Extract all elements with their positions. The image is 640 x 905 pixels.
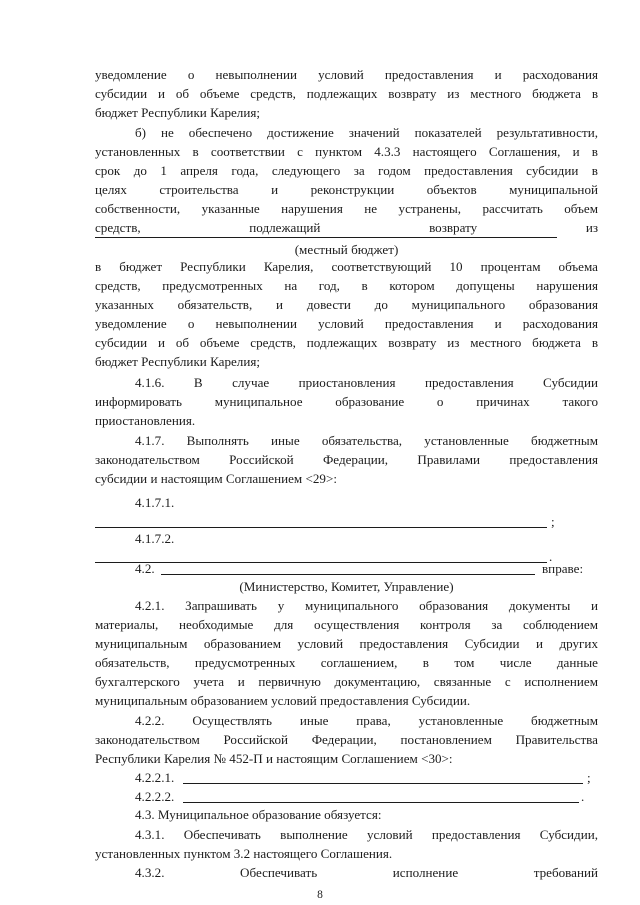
text-line: бюджет Республики Карелия;	[95, 354, 261, 369]
text-line: приостановления.	[95, 413, 196, 428]
text-line: собственности, указанные нарушения не устранены, рассчитать объем	[95, 201, 598, 216]
text-line: средств, подлежащий возврату из	[95, 220, 598, 235]
underline	[183, 783, 583, 784]
text-line: информировать муниципальное образование о причинах такого	[95, 394, 598, 409]
text-line: 4.3.1. Обеспечивать выполнение условий предоставления Субсидии,	[135, 827, 598, 842]
subitem-4-1-7-1: 4.1.7.1.	[135, 495, 175, 510]
underline	[183, 802, 579, 803]
blank-line	[95, 513, 598, 531]
line-end-period: .	[549, 549, 553, 564]
caption-local-budget: (местный бюджет)	[294, 242, 399, 257]
item-number: 4.2.	[135, 561, 155, 576]
underline	[95, 237, 557, 238]
text-line: муниципальным образованием условий предоставления Субсидии и других	[95, 636, 598, 651]
text-line: муниципальным образованием условий предоставления Субсидии.	[95, 693, 471, 708]
text-line: материалы, необходимые для осуществления контроля за соблюдением	[95, 617, 598, 632]
line-end-semicolon: ;	[587, 770, 591, 785]
underline	[95, 527, 547, 528]
text-line: 4.3.2. Обеспечивать исполнение требований	[135, 865, 598, 880]
text-line: целях строительства и реконструкции объектов муниципальной	[95, 182, 598, 197]
blank-line	[95, 223, 598, 241]
text-line: законодательством Российской Федерации, Правилами предоставления	[95, 452, 598, 467]
text-line: 4.3. Муниципальное образование обязуется:	[135, 807, 382, 822]
page-number: 8	[317, 889, 323, 901]
text-line: бюджет Республики Карелия;	[95, 105, 261, 120]
text-line: уведомление о невыполнении условий предоставления и расходования	[95, 316, 598, 331]
text-line: субсидии и об объеме средств, подлежащих возврату из местного бюджета в	[95, 86, 598, 101]
caption-ministry: (Министерство, Комитет, Управление)	[239, 579, 454, 594]
item-4-2-line	[95, 560, 598, 578]
line-end-semicolon: ;	[551, 514, 555, 529]
text-line: установленных в соответствии с пунктом 4.3.3 настоящего Соглашения, и в	[95, 144, 598, 159]
text-line: 4.2.1. Запрашивать у муниципального образования документы и	[135, 598, 598, 613]
text-line: б) не обеспечено достижение значений показателей результативности,	[135, 125, 598, 140]
text-line: Республики Карелия № 452-П и настоящим Соглашением <30>:	[95, 751, 453, 766]
text-line: указанных обязательств, и довести до муниципального образования	[95, 297, 598, 312]
text-line: 4.1.6. В случае приостановления предоставления Субсидии	[135, 375, 598, 390]
text-line: 4.2.2. Осуществлять иные права, установленные бюджетным	[135, 713, 598, 728]
subitem-4-2-2-1	[95, 769, 598, 787]
text-line: в бюджет Республики Карелия, соответствующий 10 процентам объема	[95, 259, 598, 274]
text-line: обязательств, предусмотренных соглашением, в том числе данные	[95, 655, 598, 670]
text-line: установленных пунктом 3.2 настоящего Соглашения.	[95, 846, 393, 861]
item-number: 4.2.2.1.	[135, 770, 175, 785]
text-line: законодательством Российской Федерации, постановлением Правительства	[95, 732, 598, 747]
text-line: субсидии и настоящим Соглашением <29>:	[95, 471, 337, 486]
text-line: 4.1.7. Выполнять иные обязательства, установленные бюджетным	[135, 433, 598, 448]
text-line: субсидии и об объеме средств, подлежащих возврату из местного бюджета в	[95, 335, 598, 350]
underline	[161, 574, 535, 575]
subitem-4-2-2-2	[95, 788, 598, 806]
item-verb: вправе:	[542, 561, 584, 576]
text-line: бухгалтерского учета и первичную документацию, связанные с исполнением	[95, 674, 598, 689]
item-number: 4.2.2.2.	[135, 789, 175, 804]
subitem-4-1-7-2: 4.1.7.2.	[135, 531, 175, 546]
text-line: средств, предусмотренных на год, в котором допущены нарушения	[95, 278, 598, 293]
text-line: срок до 1 апреля года, следующего за годом предоставления субсидии в	[95, 163, 598, 178]
line-end-period: .	[581, 789, 585, 804]
text-line: уведомление о невыполнении условий предоставления и расходования	[95, 67, 598, 82]
